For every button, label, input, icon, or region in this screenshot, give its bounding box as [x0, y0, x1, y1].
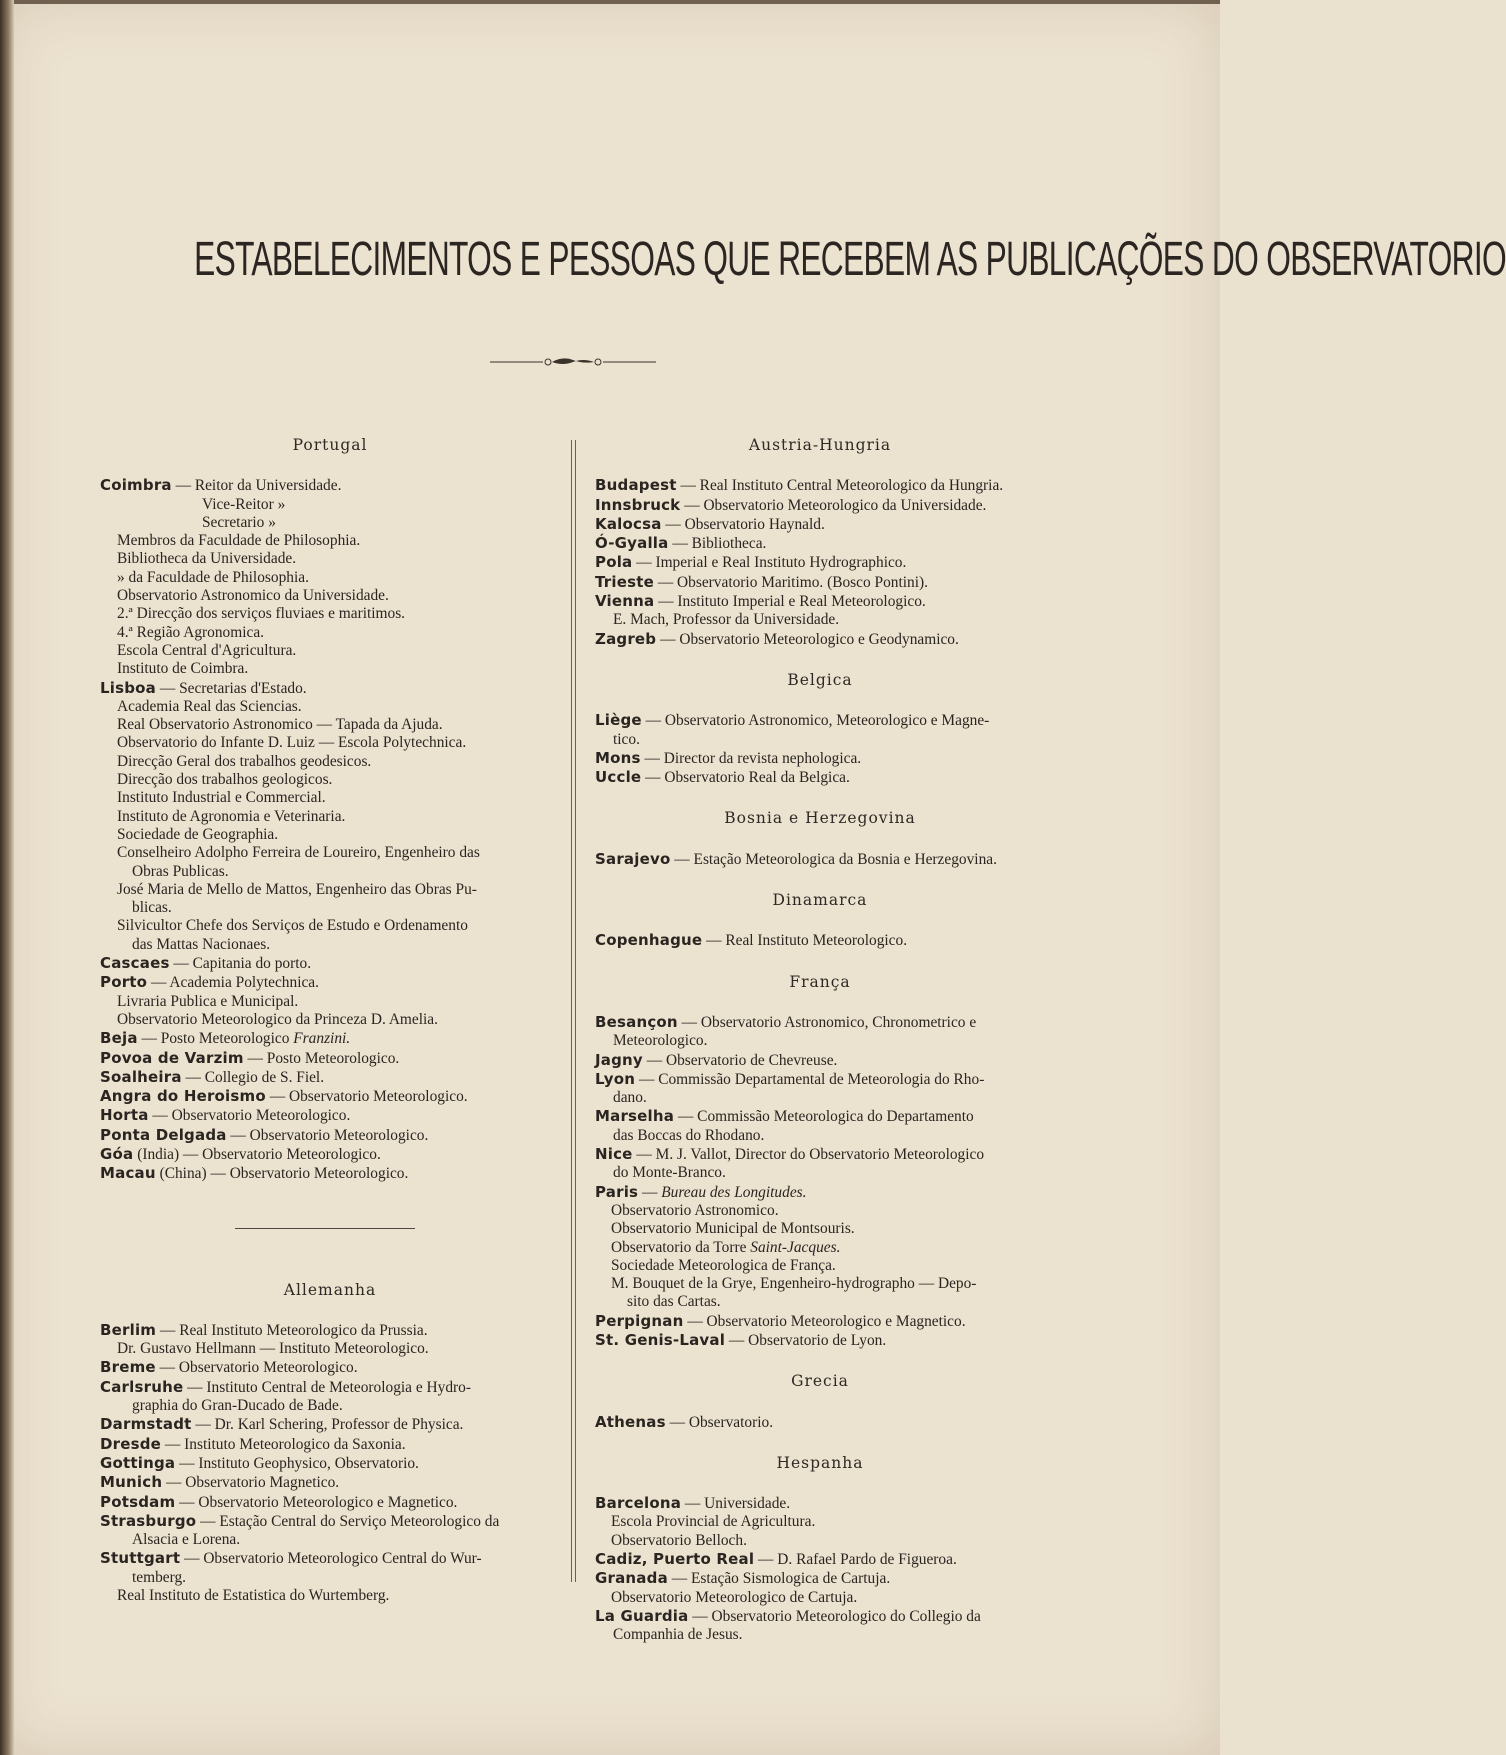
entry-text: 2.ª Direcção dos serviços fluviaes e maritimos.	[117, 605, 406, 623]
entry-text: Instituto de Coimbra.	[117, 660, 249, 678]
entry-text: — Observatorio de Chevreuse.	[642, 1051, 838, 1069]
section-gap	[595, 951, 1045, 973]
list-entry	[595, 931, 1045, 950]
city-name: Horta	[100, 1106, 149, 1125]
list-entry	[595, 630, 1045, 649]
entry-text: — Observatorio Meteorologico e Magnetico.	[683, 1312, 966, 1330]
list-entry	[595, 534, 1045, 553]
entry-text: —	[638, 1183, 662, 1201]
entry-text: (India) — Observatorio Meteorologico.	[133, 1145, 381, 1163]
list-entry	[595, 1239, 1045, 1257]
list-entry	[595, 496, 1045, 515]
entry-text: Real Observatorio Astronomico — Tapada da Ajuda.	[117, 716, 443, 734]
entry-text: — Observatorio Haynald.	[661, 515, 825, 533]
entry-text: dano.	[613, 1089, 647, 1107]
entry-text: do Monte-Branco.	[613, 1164, 726, 1182]
city-name: Granada	[595, 1569, 668, 1588]
section-gap	[100, 1184, 560, 1228]
entry-text: Bibliotheca da Universidade.	[117, 550, 297, 568]
entry-text: — Observatorio Meteorologico.	[148, 1107, 351, 1125]
city-name: Ó-Gyalla	[595, 534, 669, 553]
entry-text: — Posto Meteorologico	[137, 1030, 294, 1048]
entry-text: Secretario »	[202, 513, 276, 531]
list-entry	[100, 1435, 560, 1454]
list-entry	[595, 1032, 1045, 1050]
entry-text: — Observatorio Meteorologico do Collegio da	[688, 1607, 981, 1625]
list-entry	[595, 1589, 1045, 1607]
list-entry	[595, 553, 1045, 572]
section-gap	[595, 869, 1045, 891]
list-entry	[595, 1413, 1045, 1432]
entry-text: — Observatorio Meteorologico e Magnetico.	[175, 1493, 458, 1511]
list-entry	[100, 936, 560, 954]
entry-text: — Instituto Central de Meteorologia e Hydro-	[183, 1378, 471, 1396]
list-entry	[595, 711, 1045, 730]
list-entry	[100, 899, 560, 917]
list-entry	[100, 514, 560, 532]
section-gap	[595, 787, 1045, 809]
list-entry	[100, 1049, 560, 1068]
list-entry	[595, 1513, 1045, 1531]
entry-text: — Collegio de S. Fiel.	[181, 1068, 325, 1086]
entry-text: Livraria Publica e Municipal.	[117, 992, 299, 1010]
list-entry	[595, 1569, 1045, 1588]
city-name: Cascaes	[100, 954, 170, 973]
city-name: Mons	[595, 748, 641, 767]
city-name: Budapest	[595, 476, 677, 495]
city-name: Beja	[100, 1029, 138, 1048]
list-entry	[595, 1127, 1045, 1145]
entry-text: Vice-Reitor »	[202, 495, 286, 513]
entry-italic-text: Franzini.	[293, 1030, 351, 1048]
list-entry	[595, 1331, 1045, 1350]
list-entry	[100, 1087, 560, 1106]
list-entry	[100, 1415, 560, 1434]
entry-text: — Universidade.	[681, 1495, 791, 1513]
binding-edge	[0, 0, 14, 1755]
entry-text: — Observatorio Meteorologico.	[226, 1126, 429, 1144]
city-name: Paris	[595, 1182, 639, 1201]
list-entry	[100, 808, 560, 826]
list-entry	[100, 642, 560, 660]
city-name: Trieste	[595, 572, 654, 591]
city-name: Pola	[595, 553, 633, 572]
country-heading: Bosnia e Herzegovina	[724, 809, 916, 828]
entry-text: graphia do Gran-Ducado de Bade.	[132, 1397, 343, 1415]
entry-text: — Reitor da Universidade.	[171, 477, 342, 495]
list-entry	[595, 850, 1045, 869]
entry-text: — Imperial e Real Instituto Hydrographico.	[632, 554, 907, 572]
city-name: Nice	[595, 1145, 633, 1164]
entry-text: — Observatorio Meteorologico.	[155, 1359, 358, 1377]
city-name: Munich	[100, 1473, 163, 1492]
left-column	[100, 436, 560, 1605]
city-name: Athenas	[595, 1412, 666, 1431]
right-column	[595, 436, 1045, 1645]
city-name: Porto	[100, 973, 148, 992]
list-entry	[595, 1550, 1045, 1569]
entry-text: Sociedade de Geographia.	[117, 825, 279, 843]
list-entry	[595, 611, 1045, 629]
list-entry	[100, 698, 560, 716]
entry-text: Escola Central d'Agricultura.	[117, 641, 297, 659]
entry-text: — Director da revista nephologica.	[640, 749, 862, 767]
city-name: Marselha	[595, 1107, 675, 1126]
list-entry	[595, 1145, 1045, 1164]
city-name: Gottinga	[100, 1453, 176, 1472]
entry-text: — D. Rafael Pardo de Figueroa.	[754, 1551, 957, 1569]
country-heading: Dinamarca	[772, 891, 868, 910]
list-entry	[100, 734, 560, 752]
list-entry	[100, 1126, 560, 1145]
entry-text: — Academia Polytechnica.	[147, 974, 319, 992]
list-entry	[100, 993, 560, 1011]
city-name: Innsbruck	[595, 495, 681, 514]
city-name: Breme	[100, 1358, 156, 1377]
list-entry	[100, 1454, 560, 1473]
entry-text: Meteorologico.	[613, 1032, 708, 1050]
city-name: Zagreb	[595, 629, 657, 648]
entry-text: Companhia de Jesus.	[613, 1626, 743, 1644]
list-entry	[100, 587, 560, 605]
city-name: St. Genis-Laval	[595, 1330, 726, 1349]
city-name: Sarajevo	[595, 849, 671, 868]
entry-text: Silvicultor Chefe dos Serviços de Estudo e Ordenamento	[117, 917, 468, 935]
list-entry	[100, 917, 560, 935]
entry-text: Academia Real das Sciencias.	[117, 697, 302, 715]
list-entry	[100, 1512, 560, 1531]
list-entry	[100, 1029, 560, 1048]
list-entry	[100, 863, 560, 881]
entry-text: — Observatorio Maritimo. (Bosco Pontini).	[653, 573, 928, 591]
list-entry	[100, 1106, 560, 1125]
entry-text: Observatorio do Infante D. Luiz — Escola Polytechnica.	[117, 734, 467, 752]
entry-text: — Instituto Imperial e Real Meteorologico.	[654, 593, 926, 611]
entry-text: — Real Instituto Meteorologico.	[702, 932, 908, 950]
list-entry	[100, 1549, 560, 1568]
city-name: Coimbra	[100, 476, 172, 495]
list-entry	[595, 1164, 1045, 1182]
entry-text: José Maria de Mello de Mattos, Engenheiro das Obras Pu-	[117, 880, 477, 898]
city-name: La Guardia	[595, 1606, 689, 1625]
list-entry	[595, 1293, 1045, 1311]
list-entry	[100, 1587, 560, 1605]
list-entry	[100, 496, 560, 514]
city-name: Dresde	[100, 1434, 162, 1453]
city-name: Cadiz, Puerto Real	[595, 1550, 755, 1569]
list-entry	[100, 1145, 560, 1164]
entry-text: Membros da Faculdade de Philosophia.	[117, 532, 361, 550]
city-name: Copenhague	[595, 931, 703, 950]
entry-text: — Observatorio Meteorologico Central do Wur-	[180, 1550, 482, 1568]
entry-italic-text: Bureau des Longitudes.	[661, 1183, 807, 1201]
country-heading: Belgica	[787, 670, 853, 689]
entry-text: tico.	[613, 730, 640, 748]
city-name: Darmstadt	[100, 1415, 192, 1434]
section-gap	[100, 1229, 560, 1281]
list-entry	[100, 881, 560, 899]
entry-text: — Observatorio Meteorologico.	[265, 1088, 468, 1106]
entry-text: Observatorio Meteorologico de Cartuja.	[611, 1588, 858, 1606]
entry-italic-text: Saint-Jacques.	[750, 1238, 841, 1256]
entry-text: Conselheiro Adolpho Ferreira de Loureiro, Engenheiro das	[117, 844, 480, 862]
section-gap	[595, 1350, 1045, 1372]
entry-text: » da Faculdade de Philosophia.	[117, 568, 309, 586]
list-entry	[100, 476, 560, 495]
city-name: Berlim	[100, 1320, 157, 1339]
city-name: Strasburgo	[100, 1511, 197, 1530]
list-entry	[100, 1340, 560, 1358]
list-entry	[595, 1202, 1045, 1220]
entry-text: das Boccas do Rhodano.	[613, 1126, 765, 1144]
page-top-edge	[0, 0, 1220, 4]
page-title: ESTABELECIMENTOS E PESSOAS QUE RECEBEM AS PUBLICAÇÕES DO OBSERVATORIO	[194, 233, 1506, 286]
entry-text: — Estação Sismologica de Cartuja.	[667, 1570, 891, 1588]
entry-text: — Dr. Karl Schering, Professor de Physica.	[191, 1416, 464, 1434]
entry-text: 4.ª Região Agronomica.	[117, 623, 265, 641]
entry-text: — Secretarias d'Estado.	[156, 679, 307, 697]
city-name: Macau	[100, 1164, 156, 1183]
list-entry	[595, 1051, 1045, 1070]
list-entry	[595, 1089, 1045, 1107]
list-entry	[100, 1358, 560, 1377]
list-entry	[100, 973, 560, 992]
list-entry	[595, 1257, 1045, 1275]
entry-text: temberg.	[132, 1568, 186, 1586]
list-entry	[595, 1107, 1045, 1126]
city-name: Góa	[100, 1144, 134, 1163]
entry-text: Escola Provincial de Agricultura.	[611, 1513, 816, 1531]
column-separator	[571, 440, 576, 1582]
entry-text: Real Instituto de Estatistica do Wurtemberg.	[117, 1587, 390, 1605]
city-name: Carlsruhe	[100, 1377, 184, 1396]
country-heading: França	[789, 972, 851, 991]
entry-text: — Bibliotheca.	[668, 535, 767, 553]
list-entry	[100, 716, 560, 734]
entry-text: sito das Cartas.	[627, 1293, 721, 1311]
entry-text: Observatorio Astronomico da Universidade.	[117, 587, 389, 605]
country-heading: Hespanha	[776, 1453, 864, 1472]
section-gap	[595, 1432, 1045, 1454]
list-entry	[100, 550, 560, 568]
list-entry	[595, 749, 1045, 768]
list-entry	[595, 1494, 1045, 1513]
entry-text: — M. J. Vallot, Director do Observatorio Meteorologico	[632, 1146, 985, 1164]
entry-text: Instituto Industrial e Commercial.	[117, 789, 326, 807]
entry-text: — Commissão Meteorologica do Departamento	[674, 1108, 974, 1126]
entry-text: Observatorio Meteorologico da Princeza D. Amelia.	[117, 1010, 438, 1028]
entry-text: — Estação Meteorologica da Bosnia e Herzegovina.	[670, 850, 997, 868]
entry-text: — Observatorio Meteorologico e Geodynamico.	[656, 630, 959, 648]
entry-text: Observatorio Municipal de Montsouris.	[611, 1220, 855, 1238]
city-name: Stuttgart	[100, 1549, 181, 1568]
entry-text: — Estação Central do Serviço Meteorologico da	[196, 1512, 500, 1530]
list-entry	[595, 1312, 1045, 1331]
list-entry	[595, 731, 1045, 749]
list-entry	[595, 573, 1045, 592]
list-entry	[595, 476, 1045, 495]
list-entry	[100, 660, 560, 678]
list-entry	[100, 954, 560, 973]
country-heading: Grecia	[791, 1372, 849, 1391]
entry-text: blicas.	[132, 899, 172, 917]
entry-text: — Observatorio de Lyon.	[725, 1331, 887, 1349]
ornament-divider	[488, 352, 658, 372]
list-entry	[100, 1473, 560, 1492]
entry-text: — Observatorio.	[665, 1413, 774, 1431]
entry-text: — Commissão Departamental de Meteorologia do Rho-	[635, 1070, 985, 1088]
entry-text: M. Bouquet de la Grye, Engenheiro-hydrographo — Depo-	[611, 1275, 977, 1293]
entry-text: Alsacia e Lorena.	[132, 1531, 241, 1549]
city-name: Vienna	[595, 592, 655, 611]
list-entry	[595, 1626, 1045, 1644]
list-entry	[100, 679, 560, 698]
list-entry	[100, 844, 560, 862]
entry-text: Instituto de Agronomia e Veterinaria.	[117, 807, 346, 825]
country-heading: Austria-Hungria	[748, 436, 892, 454]
entry-text: Observatorio da Torre	[611, 1238, 751, 1256]
list-entry	[100, 1321, 560, 1340]
list-entry	[595, 1183, 1045, 1202]
entry-text: — Observatorio Real da Belgica.	[641, 769, 850, 787]
entry-text: (China) — Observatorio Meteorologico.	[155, 1165, 409, 1183]
country-heading: Portugal	[292, 436, 368, 454]
city-name: Liège	[595, 711, 642, 730]
list-entry	[100, 605, 560, 623]
city-name: Lyon	[595, 1069, 636, 1088]
list-entry	[595, 1275, 1045, 1293]
entry-text: Observatorio Astronomico.	[611, 1201, 779, 1219]
list-entry	[595, 768, 1045, 787]
entry-text: — Observatorio Meteorologico da Universidade.	[680, 496, 987, 514]
list-entry	[100, 1493, 560, 1512]
list-entry	[100, 1569, 560, 1587]
city-name: Povoa de Varzim	[100, 1048, 244, 1067]
list-entry	[100, 532, 560, 550]
list-entry	[100, 753, 560, 771]
section-gap	[595, 649, 1045, 671]
entry-text: — Instituto Geophysico, Observatorio.	[175, 1454, 419, 1472]
list-entry	[100, 569, 560, 587]
city-name: Uccle	[595, 768, 642, 787]
entry-text: — Real Instituto Central Meteorologico da Hungria.	[676, 477, 1004, 495]
entry-text: Observatorio Belloch.	[611, 1531, 747, 1549]
list-entry	[595, 1607, 1045, 1626]
entry-text: — Observatorio Astronomico, Chronometrico e	[677, 1013, 977, 1031]
entry-text: Dr. Gustavo Hellmann — Instituto Meteorologico.	[117, 1340, 429, 1358]
city-name: Lisboa	[100, 678, 156, 697]
city-name: Angra do Heroismo	[100, 1087, 266, 1106]
entry-text: E. Mach, Professor da Universidade.	[613, 611, 840, 629]
city-name: Soalheira	[100, 1067, 182, 1086]
list-entry	[595, 1070, 1045, 1089]
list-entry	[595, 515, 1045, 534]
entry-text: — Real Instituto Meteorologico da Prussia.	[156, 1321, 428, 1339]
city-name: Ponta Delgada	[100, 1125, 227, 1144]
country-heading: Allemanha	[283, 1280, 377, 1299]
city-name: Besançon	[595, 1012, 678, 1031]
list-entry	[100, 1531, 560, 1549]
city-name: Perpignan	[595, 1311, 684, 1330]
list-entry	[595, 1220, 1045, 1238]
list-entry	[100, 1068, 560, 1087]
city-name: Jagny	[595, 1050, 643, 1069]
list-entry	[595, 1013, 1045, 1032]
list-entry	[100, 1164, 560, 1183]
city-name: Barcelona	[595, 1494, 682, 1513]
entry-text: Obras Publicas.	[132, 862, 229, 880]
entry-text: Sociedade Meteorologica de França.	[611, 1256, 836, 1274]
city-name: Kalocsa	[595, 514, 662, 533]
list-entry	[595, 592, 1045, 611]
list-entry	[100, 1397, 560, 1415]
entry-text: — Observatorio Magnetico.	[162, 1474, 340, 1492]
entry-text: das Mattas Nacionaes.	[132, 935, 271, 953]
entry-text: — Capitania do porto.	[169, 955, 312, 973]
list-entry	[595, 1532, 1045, 1550]
list-entry	[100, 826, 560, 844]
entry-text: — Instituto Meteorologico da Saxonia.	[161, 1435, 406, 1453]
city-name: Potsdam	[100, 1492, 176, 1511]
list-entry	[100, 624, 560, 642]
list-entry	[100, 789, 560, 807]
entry-text: — Observatorio Astronomico, Meteorologico e Magne-	[641, 712, 990, 730]
list-entry	[100, 1378, 560, 1397]
list-entry	[100, 771, 560, 789]
list-entry	[100, 1011, 560, 1029]
entry-text: Direcção dos trabalhos geologicos.	[117, 771, 333, 789]
entry-text: — Posto Meteorologico.	[243, 1049, 400, 1067]
entry-text: Direcção Geral dos trabalhos geodesicos.	[117, 752, 372, 770]
